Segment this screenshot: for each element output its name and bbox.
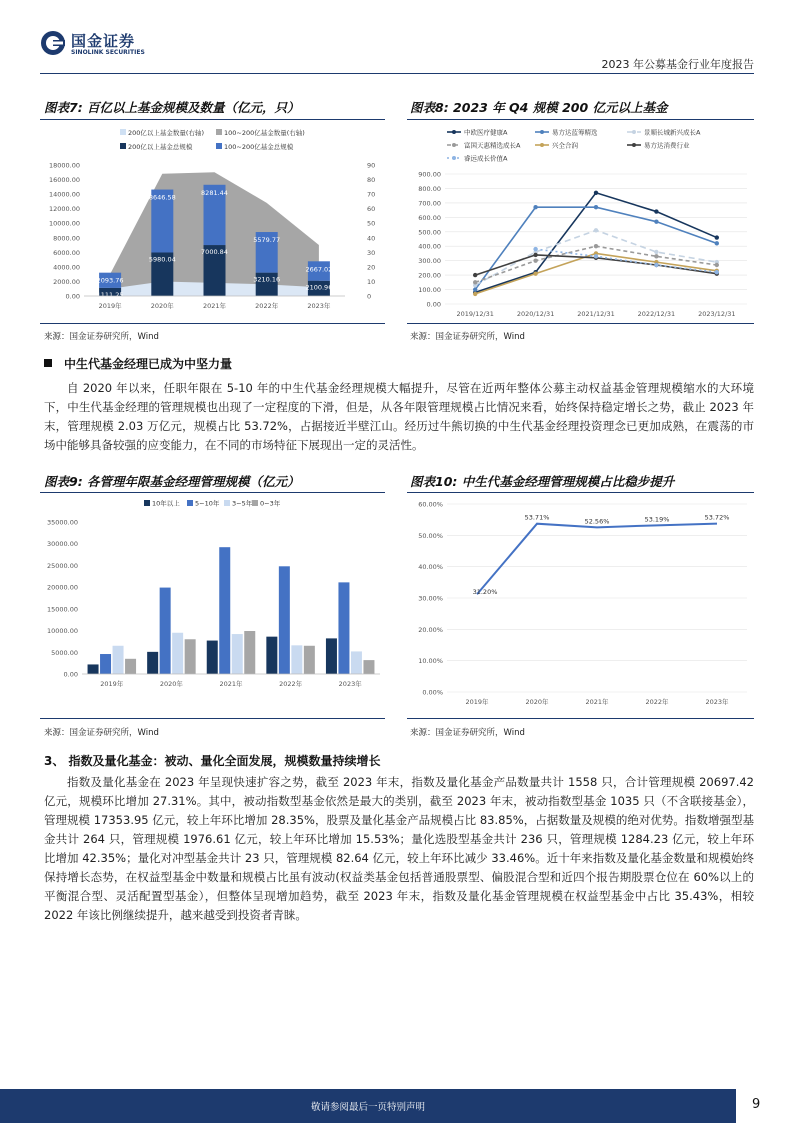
fig9-bar bbox=[266, 637, 277, 674]
fig8-point bbox=[533, 247, 537, 251]
fig7-label-200plus: 7000.84 bbox=[201, 248, 228, 257]
fig9-xtick: 2021年 bbox=[219, 680, 243, 688]
fig9-xtick: 2019年 bbox=[100, 680, 124, 688]
fig10-data-label: 53.71% bbox=[524, 513, 550, 522]
fig8-legend-marker bbox=[452, 156, 456, 160]
fig8-point bbox=[654, 219, 658, 223]
fig7-legend-swatch bbox=[216, 129, 222, 135]
fig9-ytick: 15000.00 bbox=[46, 605, 78, 614]
fig8-point bbox=[473, 287, 477, 291]
fig8-title: 图表8: 2023 年 Q4 规模 200 亿元以上基金 bbox=[410, 100, 668, 115]
company-logo bbox=[40, 30, 160, 60]
fig8-legend-label: 兴全合润 bbox=[552, 141, 578, 150]
fig10-source: 来源：国金证券研究所，Wind bbox=[410, 728, 525, 738]
fig10-ytick: 60.00% bbox=[418, 500, 443, 509]
fig10-title: 图表10: 中生代基金经理管理规模占比稳步提升 bbox=[410, 474, 675, 489]
fig10-data-label: 52.56% bbox=[584, 517, 610, 526]
fig8-bottom-rule bbox=[407, 323, 754, 324]
fig10-ytick: 10.00% bbox=[418, 657, 443, 666]
fig9-bar bbox=[160, 588, 171, 674]
fig8-point bbox=[594, 228, 598, 232]
fig9-legend-label: 0~3年 bbox=[260, 499, 281, 508]
fig7-label-200plus: 5980.04 bbox=[148, 255, 176, 264]
fig9-chart bbox=[40, 494, 385, 716]
fig9-bar bbox=[185, 639, 196, 674]
fig7-ytick-left: 16000.00 bbox=[48, 176, 80, 185]
fig8-xtick: 2020/12/31 bbox=[516, 310, 555, 318]
fig9-legend-label: 10年以上 bbox=[152, 499, 180, 508]
fig10-ytick: 50.00% bbox=[418, 531, 443, 540]
fig9-xtick: 2022年 bbox=[279, 680, 303, 688]
fig7-legend-label: 100~200亿基金数量(右轴) bbox=[224, 129, 305, 137]
fig7-ytick-left: 10000.00 bbox=[48, 219, 80, 228]
fig8-xtick: 2022/12/31 bbox=[637, 310, 676, 318]
fig9-xtick: 2020年 bbox=[159, 680, 183, 688]
fig7-xtick: 2019年 bbox=[98, 302, 122, 310]
fig8-point bbox=[654, 254, 658, 258]
fig9-bar bbox=[207, 641, 218, 674]
fig8-point bbox=[654, 209, 658, 213]
logo-mark-icon bbox=[40, 30, 66, 56]
fig8-source: 来源：国金证券研究所，Wind bbox=[410, 332, 525, 342]
fig7-label-100-200: 8281.44 bbox=[201, 188, 228, 197]
fig10-ytick: 0.00% bbox=[422, 688, 443, 697]
fig7-svg bbox=[40, 122, 385, 322]
fig7-legend-label: 100~200亿基金总规模 bbox=[224, 143, 294, 151]
fig7-label-100-200: 2667.02 bbox=[305, 265, 333, 274]
fig8-title-rule bbox=[407, 119, 754, 120]
fig7-ytick-left: 18000.00 bbox=[48, 161, 80, 170]
footer-disclaimer: 敬请参阅最后一页特别声明 bbox=[310, 1102, 425, 1113]
fig8-legend-marker bbox=[452, 143, 456, 147]
fig10-title-rule bbox=[407, 492, 754, 493]
fig7-xtick: 2023年 bbox=[307, 302, 331, 310]
square-bullet-icon bbox=[44, 359, 52, 367]
fig7-chart bbox=[40, 122, 385, 322]
fig7-title: 图表7: 百亿以上基金规模及数量（亿元，只） bbox=[44, 100, 300, 115]
fig7-title-rule bbox=[40, 119, 385, 120]
fig8-ytick: 500.00 bbox=[418, 228, 441, 237]
fig9-legend-swatch bbox=[224, 500, 230, 506]
fig7-ytick-right: 70 bbox=[367, 190, 376, 199]
fig8-point bbox=[594, 254, 598, 258]
fig10-xtick: 2019年 bbox=[465, 698, 489, 706]
page-number: 9 bbox=[752, 1097, 761, 1112]
fig8-point bbox=[594, 244, 598, 248]
report-title: 2023 年公募基金行业年度报告 bbox=[601, 58, 754, 71]
fig8-xtick: 2021/12/31 bbox=[577, 310, 615, 318]
fig7-ytick-right: 0 bbox=[367, 292, 372, 301]
fig7-ytick-right: 20 bbox=[367, 263, 376, 272]
fig10-svg bbox=[407, 494, 754, 716]
fig10-line bbox=[477, 524, 717, 595]
section-heading-mid-career-managers: 中生代基金经理已成为中坚力量 bbox=[44, 355, 232, 372]
fig7-label-200plus: 2100.96 bbox=[305, 283, 333, 292]
header-divider bbox=[40, 73, 754, 74]
fig9-bottom-rule bbox=[40, 718, 385, 719]
fig7-source: 来源：国金证券研究所，Wind bbox=[44, 332, 159, 342]
fig9-bar bbox=[326, 638, 337, 674]
fig7-legend-swatch bbox=[120, 143, 126, 149]
fig8-legend-label: 易方达蓝筹精选 bbox=[552, 128, 598, 137]
fig7-legend-label: 200亿以上基金数量(右轴) bbox=[128, 129, 204, 137]
fig10-chart bbox=[407, 494, 754, 716]
fig8-ytick: 0.00 bbox=[426, 300, 441, 309]
fig7-ytick-left: 0.00 bbox=[65, 292, 80, 301]
fig9-svg bbox=[40, 494, 385, 716]
fig8-legend-marker bbox=[540, 143, 544, 147]
fig8-point bbox=[533, 253, 537, 257]
fig8-ytick: 100.00 bbox=[418, 286, 441, 295]
fig7-ytick-right: 30 bbox=[367, 248, 376, 257]
fig9-ytick: 5000.00 bbox=[51, 648, 78, 657]
fig8-legend-marker bbox=[632, 143, 636, 147]
section2-paragraph: 指数及量化基金在 2023 年呈现快速扩容之势，截至 2023 年末，指数及量化基金产品数量共计 1558 只，合计管理规模 20697.42 亿元，规模环比增加 27.31%。其中，被动指数型基金依然是最大的类别，截至 2023 年末，被动指数型基金 1035 只（不含联接基金），管理规模 17353.95 亿元，较上年环比增加 28.35%，股票及量化基金产品规模占比 83.85%，占据数量及规模的绝对优势。指数增强型基金共计 264 只，管理规模 1976.61 亿元，较上年环比增加 15.53%；量化选股型基金共计 236 只，管理规模 1284.23 亿元，较上年环比增加 42.35%；量化对冲型基金共计 23 只，管理规模 82.64 亿元，较上年环比减少 33.46%。近十年来指数及量化基金数量和规模始终保持增长态势，在权益型基金中数量和规模占比虽有波动(权益类基金包括普通股票型、偏股混合型和近四个报告期股票仓位在 60%以上的平衡混合型、灵活配置型基金），但整体呈现增加趋势，截至 2023 年末，指数及量化基金管理规模在权益型基金中占比 35.43%，相较 2022 年该比例继续提升，越来越受到投资者青睐。 bbox=[44, 775, 754, 922]
section1-paragraph: 自 2020 年以来，任职年限在 5-10 年的中生代基金经理规模大幅提升，尽管在近两年整体公募主动权益基金管理规模缩水的大环境下，中生代基金经理的管理规模也出现了一定程度的下滑，但是，从各年限管理规模占比情况来看，始终保持稳定增长之势，截止 2023 年末，管理规模 2.03 万亿元，规模占比 53.72%，占据接近半壁江山。经历过牛熊切换的中生代基金经理投资理念已更加成熟，在震荡的市场中能够具备较强的应变能力，在不同的市场特征下展现出一定的灵活性。 bbox=[44, 381, 754, 452]
fig9-ytick: 25000.00 bbox=[46, 561, 78, 570]
section-heading-index-quant-funds: 3、 指数及量化基金：被动、量化全面发展，规模数量持续增长 bbox=[44, 754, 381, 768]
fig9-title-rule bbox=[40, 492, 385, 493]
fig10-xtick: 2022年 bbox=[645, 698, 669, 706]
fig7-ytick-right: 90 bbox=[367, 161, 376, 170]
fig8-point bbox=[594, 191, 598, 195]
fig10-data-label: 53.72% bbox=[704, 513, 730, 522]
fig9-bar bbox=[88, 664, 99, 674]
fig8-legend-label: 易方达消费行业 bbox=[644, 141, 690, 150]
fig8-ytick: 200.00 bbox=[418, 271, 441, 280]
fig7-xtick: 2020年 bbox=[150, 302, 174, 310]
fig10-data-label: 53.19% bbox=[644, 515, 670, 524]
fig8-point bbox=[654, 250, 658, 254]
fig7-label-100-200: 8646.58 bbox=[148, 193, 176, 202]
fig8-legend-marker bbox=[540, 130, 544, 134]
fig9-bar bbox=[279, 566, 290, 674]
fig9-bar bbox=[147, 652, 158, 674]
fig8-point bbox=[473, 292, 477, 296]
fig9-bar bbox=[244, 631, 255, 674]
fig8-legend-label: 睿远成长价值A bbox=[464, 154, 508, 163]
fig8-ytick: 400.00 bbox=[418, 242, 441, 251]
fig9-title: 图表9: 各管理年限基金经理管理规模（亿元） bbox=[44, 474, 300, 489]
fig7-label-200plus: 3210.16 bbox=[253, 275, 281, 284]
fig9-bar bbox=[363, 660, 374, 674]
fig8-xtick: 2023/12/31 bbox=[698, 310, 736, 318]
fig8-legend-label: 中欧医疗健康A bbox=[464, 128, 508, 137]
fig7-ytick-left: 6000.00 bbox=[53, 248, 80, 257]
fig7-ytick-left: 4000.00 bbox=[53, 263, 80, 272]
fig7-legend-label: 200亿以上基金总规模 bbox=[128, 143, 193, 151]
fig7-label-100-200: 2093.76 bbox=[96, 276, 124, 285]
fig9-legend-label: 3~5年 bbox=[232, 499, 253, 508]
fig9-legend-swatch bbox=[144, 500, 150, 506]
fig8-point bbox=[654, 263, 658, 267]
fig10-ytick: 40.00% bbox=[418, 563, 443, 572]
fig7-label-100-200: 5579.77 bbox=[253, 236, 281, 245]
fig9-bar bbox=[232, 634, 243, 674]
fig9-bar bbox=[100, 654, 111, 674]
fig9-bar bbox=[304, 646, 315, 674]
fig10-xtick: 2023年 bbox=[705, 698, 729, 706]
fig7-ytick-left: 12000.00 bbox=[48, 205, 80, 214]
fig9-bar bbox=[291, 645, 302, 674]
fig8-point bbox=[715, 241, 719, 245]
fig8-ytick: 800.00 bbox=[418, 184, 441, 193]
fig8-point bbox=[715, 270, 719, 274]
fig9-legend-label: 5~10年 bbox=[195, 499, 220, 508]
fig7-ytick-left: 8000.00 bbox=[53, 234, 80, 243]
fig7-xtick: 2021年 bbox=[202, 302, 227, 310]
fig9-ytick: 30000.00 bbox=[46, 540, 78, 549]
logo-english-name: SINOLINK SECURITIES bbox=[71, 49, 145, 56]
fig8-point bbox=[473, 280, 477, 284]
fig8-legend-marker bbox=[452, 130, 456, 134]
fig8-legend-marker bbox=[632, 130, 636, 134]
fig10-data-label: 31.20% bbox=[472, 588, 498, 597]
fig8-point bbox=[533, 271, 537, 275]
fig9-bar bbox=[351, 651, 362, 674]
logo-chinese-name: 国金证券 bbox=[71, 32, 136, 50]
fig8-ytick: 900.00 bbox=[418, 170, 441, 179]
fig9-ytick: 10000.00 bbox=[46, 627, 78, 636]
fig9-bar bbox=[172, 633, 183, 674]
fig7-ytick-right: 40 bbox=[367, 234, 376, 243]
fig8-ytick: 300.00 bbox=[418, 257, 441, 266]
fig8-point bbox=[533, 258, 537, 262]
fig10-ytick: 20.00% bbox=[418, 625, 443, 634]
fig8-legend-label: 景顺长城新兴成长A bbox=[644, 128, 701, 137]
fig10-bottom-rule bbox=[407, 718, 754, 719]
fig8-chart bbox=[407, 122, 754, 322]
fig9-legend-swatch bbox=[187, 500, 193, 506]
fig9-bar bbox=[113, 646, 124, 674]
fig9-bar bbox=[338, 582, 349, 674]
fig9-ytick: 35000.00 bbox=[46, 518, 78, 527]
fig8-point bbox=[473, 273, 477, 277]
fig9-ytick: 0.00 bbox=[63, 670, 78, 679]
fig8-point bbox=[715, 235, 719, 239]
fig8-point bbox=[594, 205, 598, 209]
fig10-xtick: 2020年 bbox=[525, 698, 549, 706]
fig7-ytick-left: 2000.00 bbox=[53, 277, 80, 286]
fig7-legend-swatch bbox=[120, 129, 126, 135]
fig10-xtick: 2021年 bbox=[585, 698, 609, 706]
fig7-label-200plus: 1111.25 bbox=[96, 290, 124, 299]
fig8-xtick: 2019/12/31 bbox=[456, 310, 494, 318]
fig7-legend-swatch bbox=[216, 143, 222, 149]
fig7-ytick-right: 10 bbox=[367, 277, 376, 286]
fig7-bottom-rule bbox=[40, 323, 385, 324]
page-header bbox=[0, 0, 794, 78]
fig8-ytick: 700.00 bbox=[418, 199, 441, 208]
fig8-point bbox=[715, 263, 719, 267]
fig9-legend-swatch bbox=[252, 500, 258, 506]
fig10-ytick: 30.00% bbox=[418, 594, 443, 603]
fig7-ytick-right: 60 bbox=[367, 205, 376, 214]
fig7-xtick: 2022年 bbox=[255, 302, 279, 310]
page-footer bbox=[0, 1089, 794, 1123]
fig7-ytick-right: 80 bbox=[367, 176, 376, 185]
fig8-point bbox=[533, 205, 537, 209]
fig9-source: 来源：国金证券研究所，Wind bbox=[44, 728, 159, 738]
fig9-ytick: 20000.00 bbox=[46, 583, 78, 592]
fig9-xtick: 2023年 bbox=[338, 680, 362, 688]
fig9-bar bbox=[125, 659, 136, 674]
fig8-legend-label: 富国天惠精选成长A bbox=[464, 141, 521, 150]
fig9-bar bbox=[219, 547, 230, 674]
fig7-ytick-left: 14000.00 bbox=[48, 190, 80, 199]
fig8-svg bbox=[407, 122, 754, 322]
fig8-ytick: 600.00 bbox=[418, 213, 441, 222]
fig7-ytick-right: 50 bbox=[367, 219, 376, 228]
